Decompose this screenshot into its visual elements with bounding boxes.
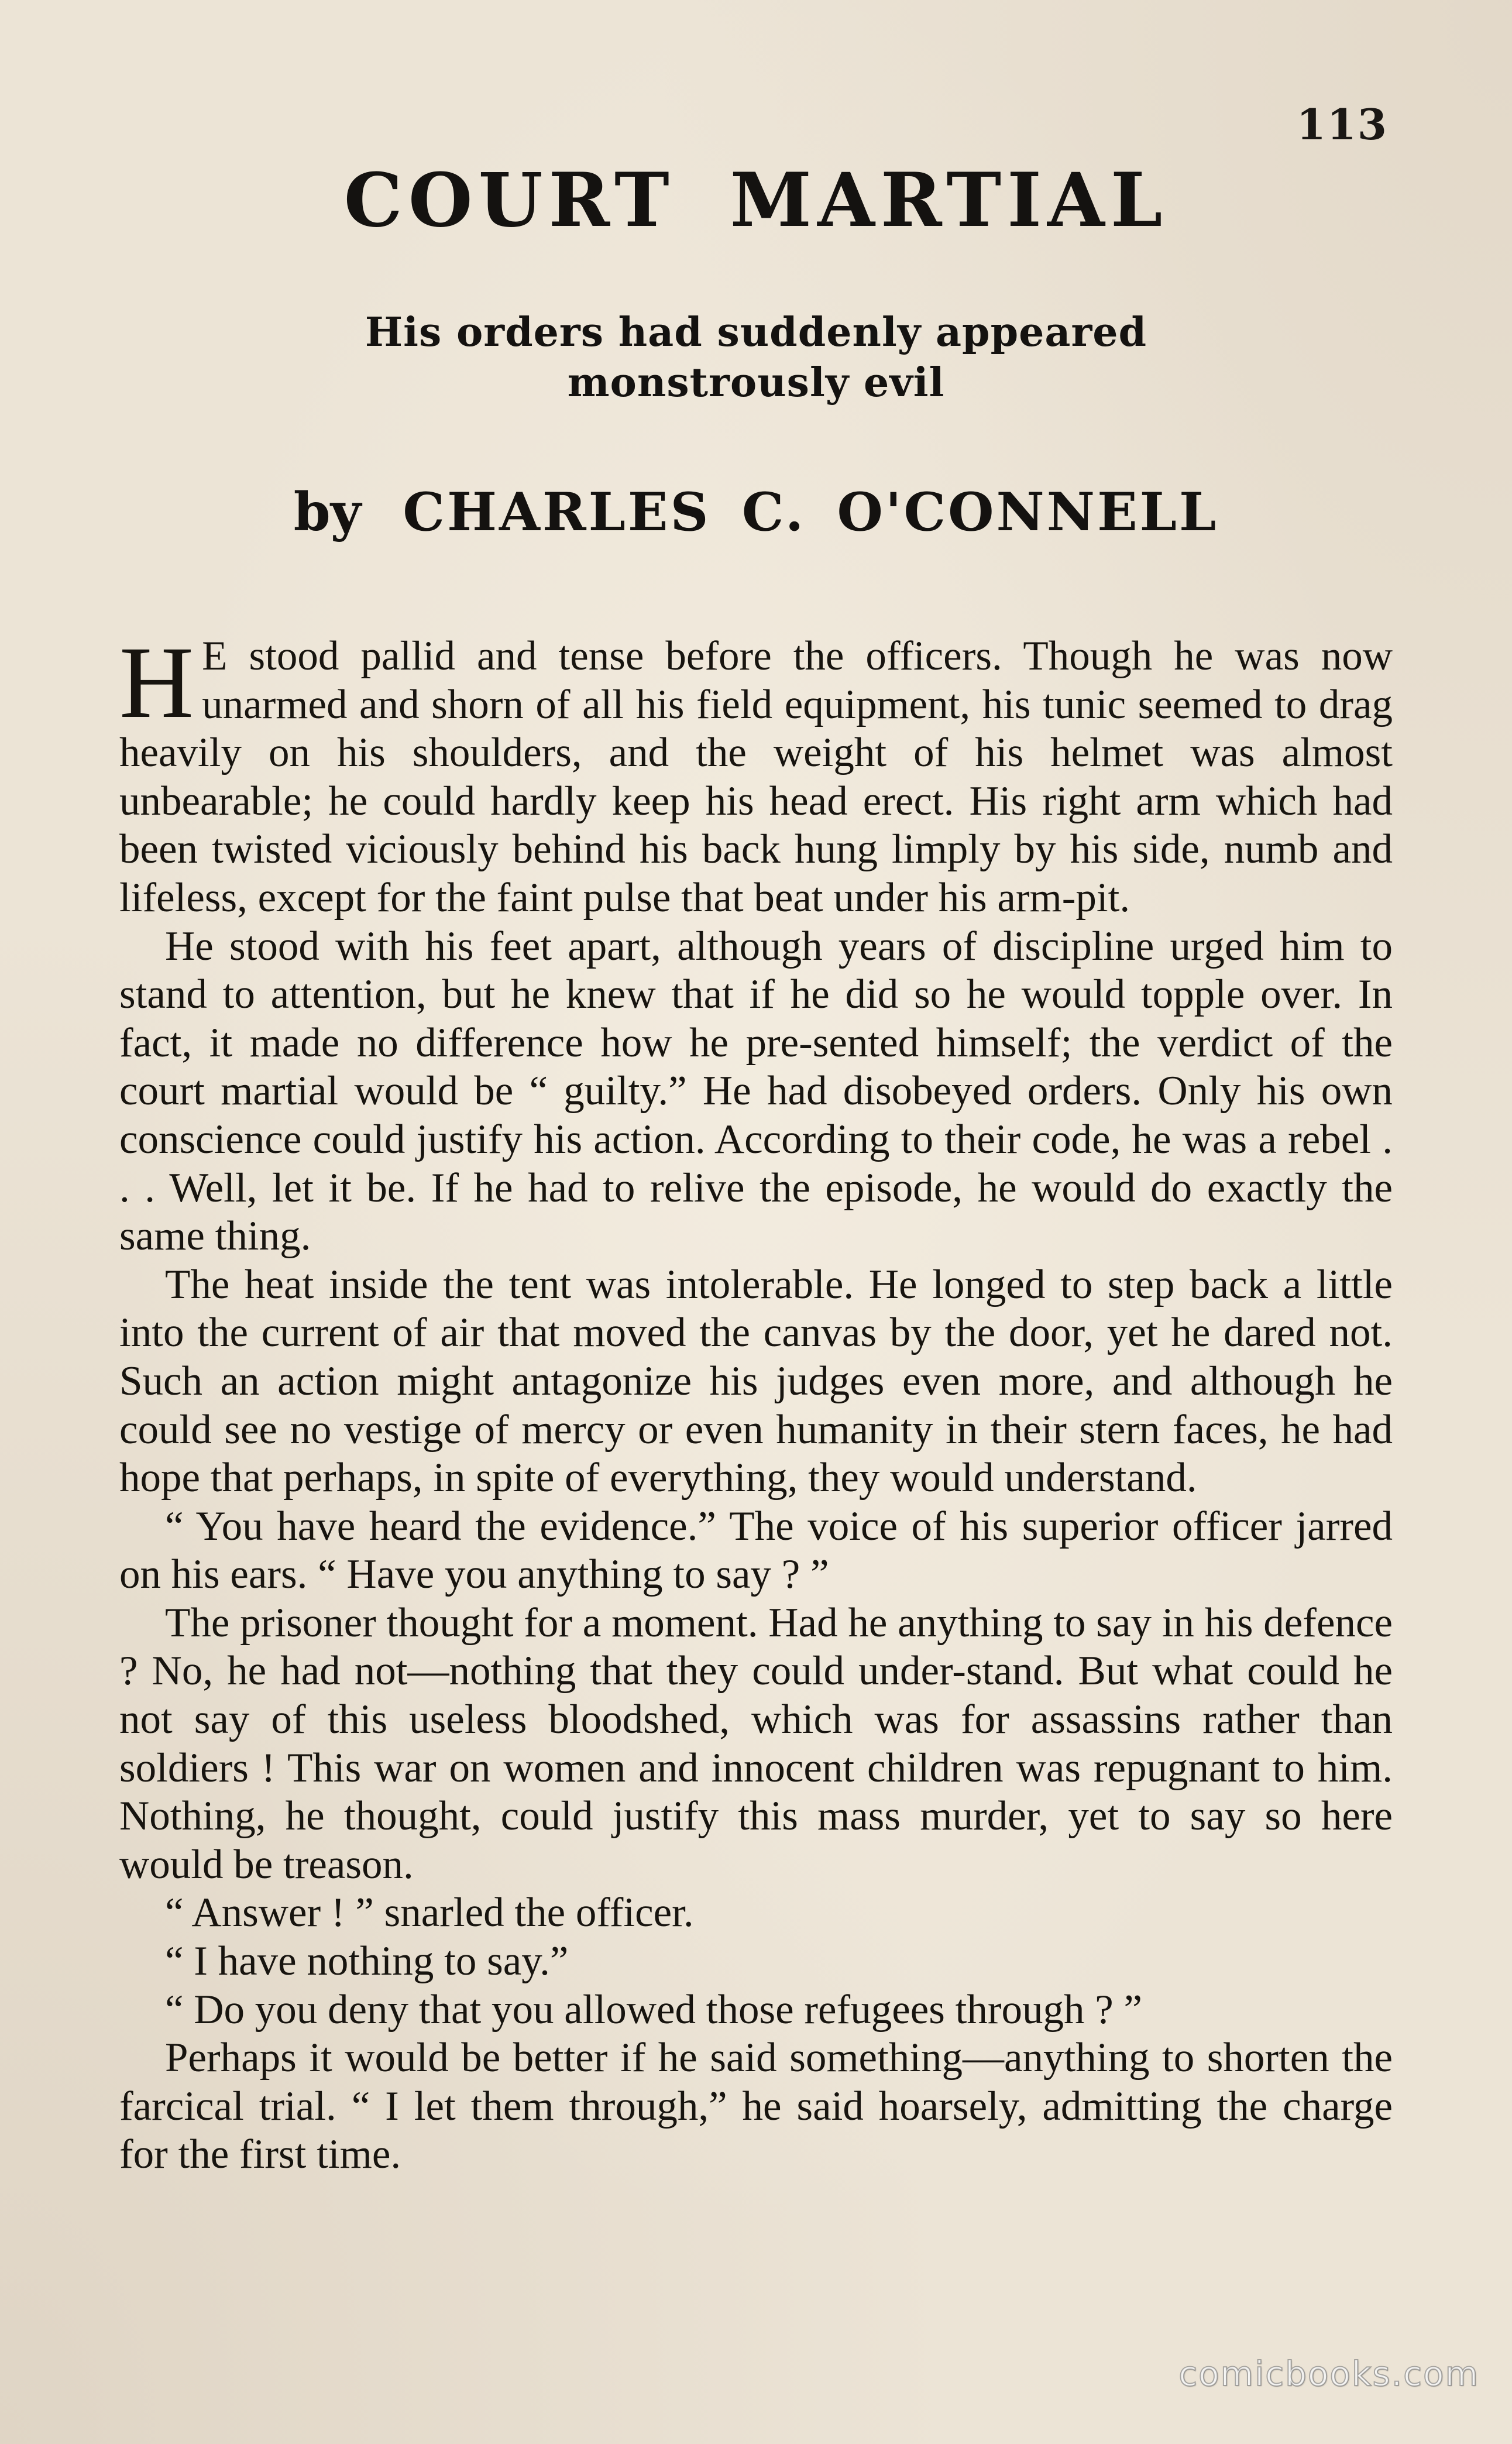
paragraph-7: “ I have nothing to say.” [165, 1938, 569, 1985]
page-number: 113 [1296, 99, 1388, 149]
paragraph-8: “ Do you deny that you allowed those refugees through ? ” [165, 1986, 1142, 2033]
paragraph-4: “ You have heard the evidence.” The voice of his superior officer jarred on his ears. “ Have you anything to say ? ” [119, 1503, 1393, 1598]
paragraph-3: The heat inside the tent was intolerable. He longed to step back a little into the current of air that moved the canvas by the door, yet he dared not. Such an action might antagonize his judges even more, and although he could see no vestige of mercy or even humanity in their stern faces, he had hope that perhaps, in spite of everything, they would understand. [119, 1261, 1393, 1501]
site-watermark: comicbooks.com [1178, 2354, 1479, 2394]
story-body [119, 626, 1393, 2179]
drop-cap: H [119, 626, 194, 740]
byline-author: CHARLES C. O'CONNELL [403, 481, 1219, 543]
paragraph-9: Perhaps it would be better if he said something—anything to shorten the farcical trial. “ I let them through,” he said hoarsely, admitting the charge for the first time. [119, 2035, 1393, 2178]
byline [0, 481, 1512, 543]
story-title: COURT MARTIAL [343, 157, 1169, 243]
paragraph-1 [119, 626, 1393, 922]
paragraph-1-text: E stood pallid and tense before the officers. Though he was now unarmed and shorn of all his field equipment, his tunic seemed to drag heavily on his shoulders, and the weight of his helmet was almost unbearable; he could hardly keep his head erect. His right arm which had been twisted viciously behind his back hung limply by his side, numb and lifeless, except for the faint pulse that beat under his arm-pit. [119, 633, 1393, 921]
subtitle-line-2: monstrously evil [567, 359, 945, 406]
paragraph-5: The prisoner thought for a moment. Had he anything to say in his defence ? No, he had not—nothing that they could under-stand. But what could he not say of this useless bloodshed, which was for assassins rather than soldiers ! This war on women and innocent children was repugnant to him. Nothing, he thought, could justify this mass murder, yet to say so here would be treason. [119, 1599, 1393, 1887]
subtitle-line-1: His orders had suddenly appeared [365, 309, 1147, 356]
paragraph-2: He stood with his feet apart, although years of discipline urged him to stand to attention, but he knew that if he did so he would topple over. In fact, it made no difference how he pre-sented himself; the verdict of the court martial would be “ guilty.” He had disobeyed orders. Only his own conscience could justify his action. According to their code, he was a rebel . . . Well, let it be. If he had to relive the episode, he would do exactly the same thing. [119, 923, 1393, 1259]
paragraph-6: “ Answer ! ” snarled the officer. [165, 1890, 694, 1936]
story-subtitle [257, 307, 1255, 408]
byline-by: by [293, 481, 361, 543]
